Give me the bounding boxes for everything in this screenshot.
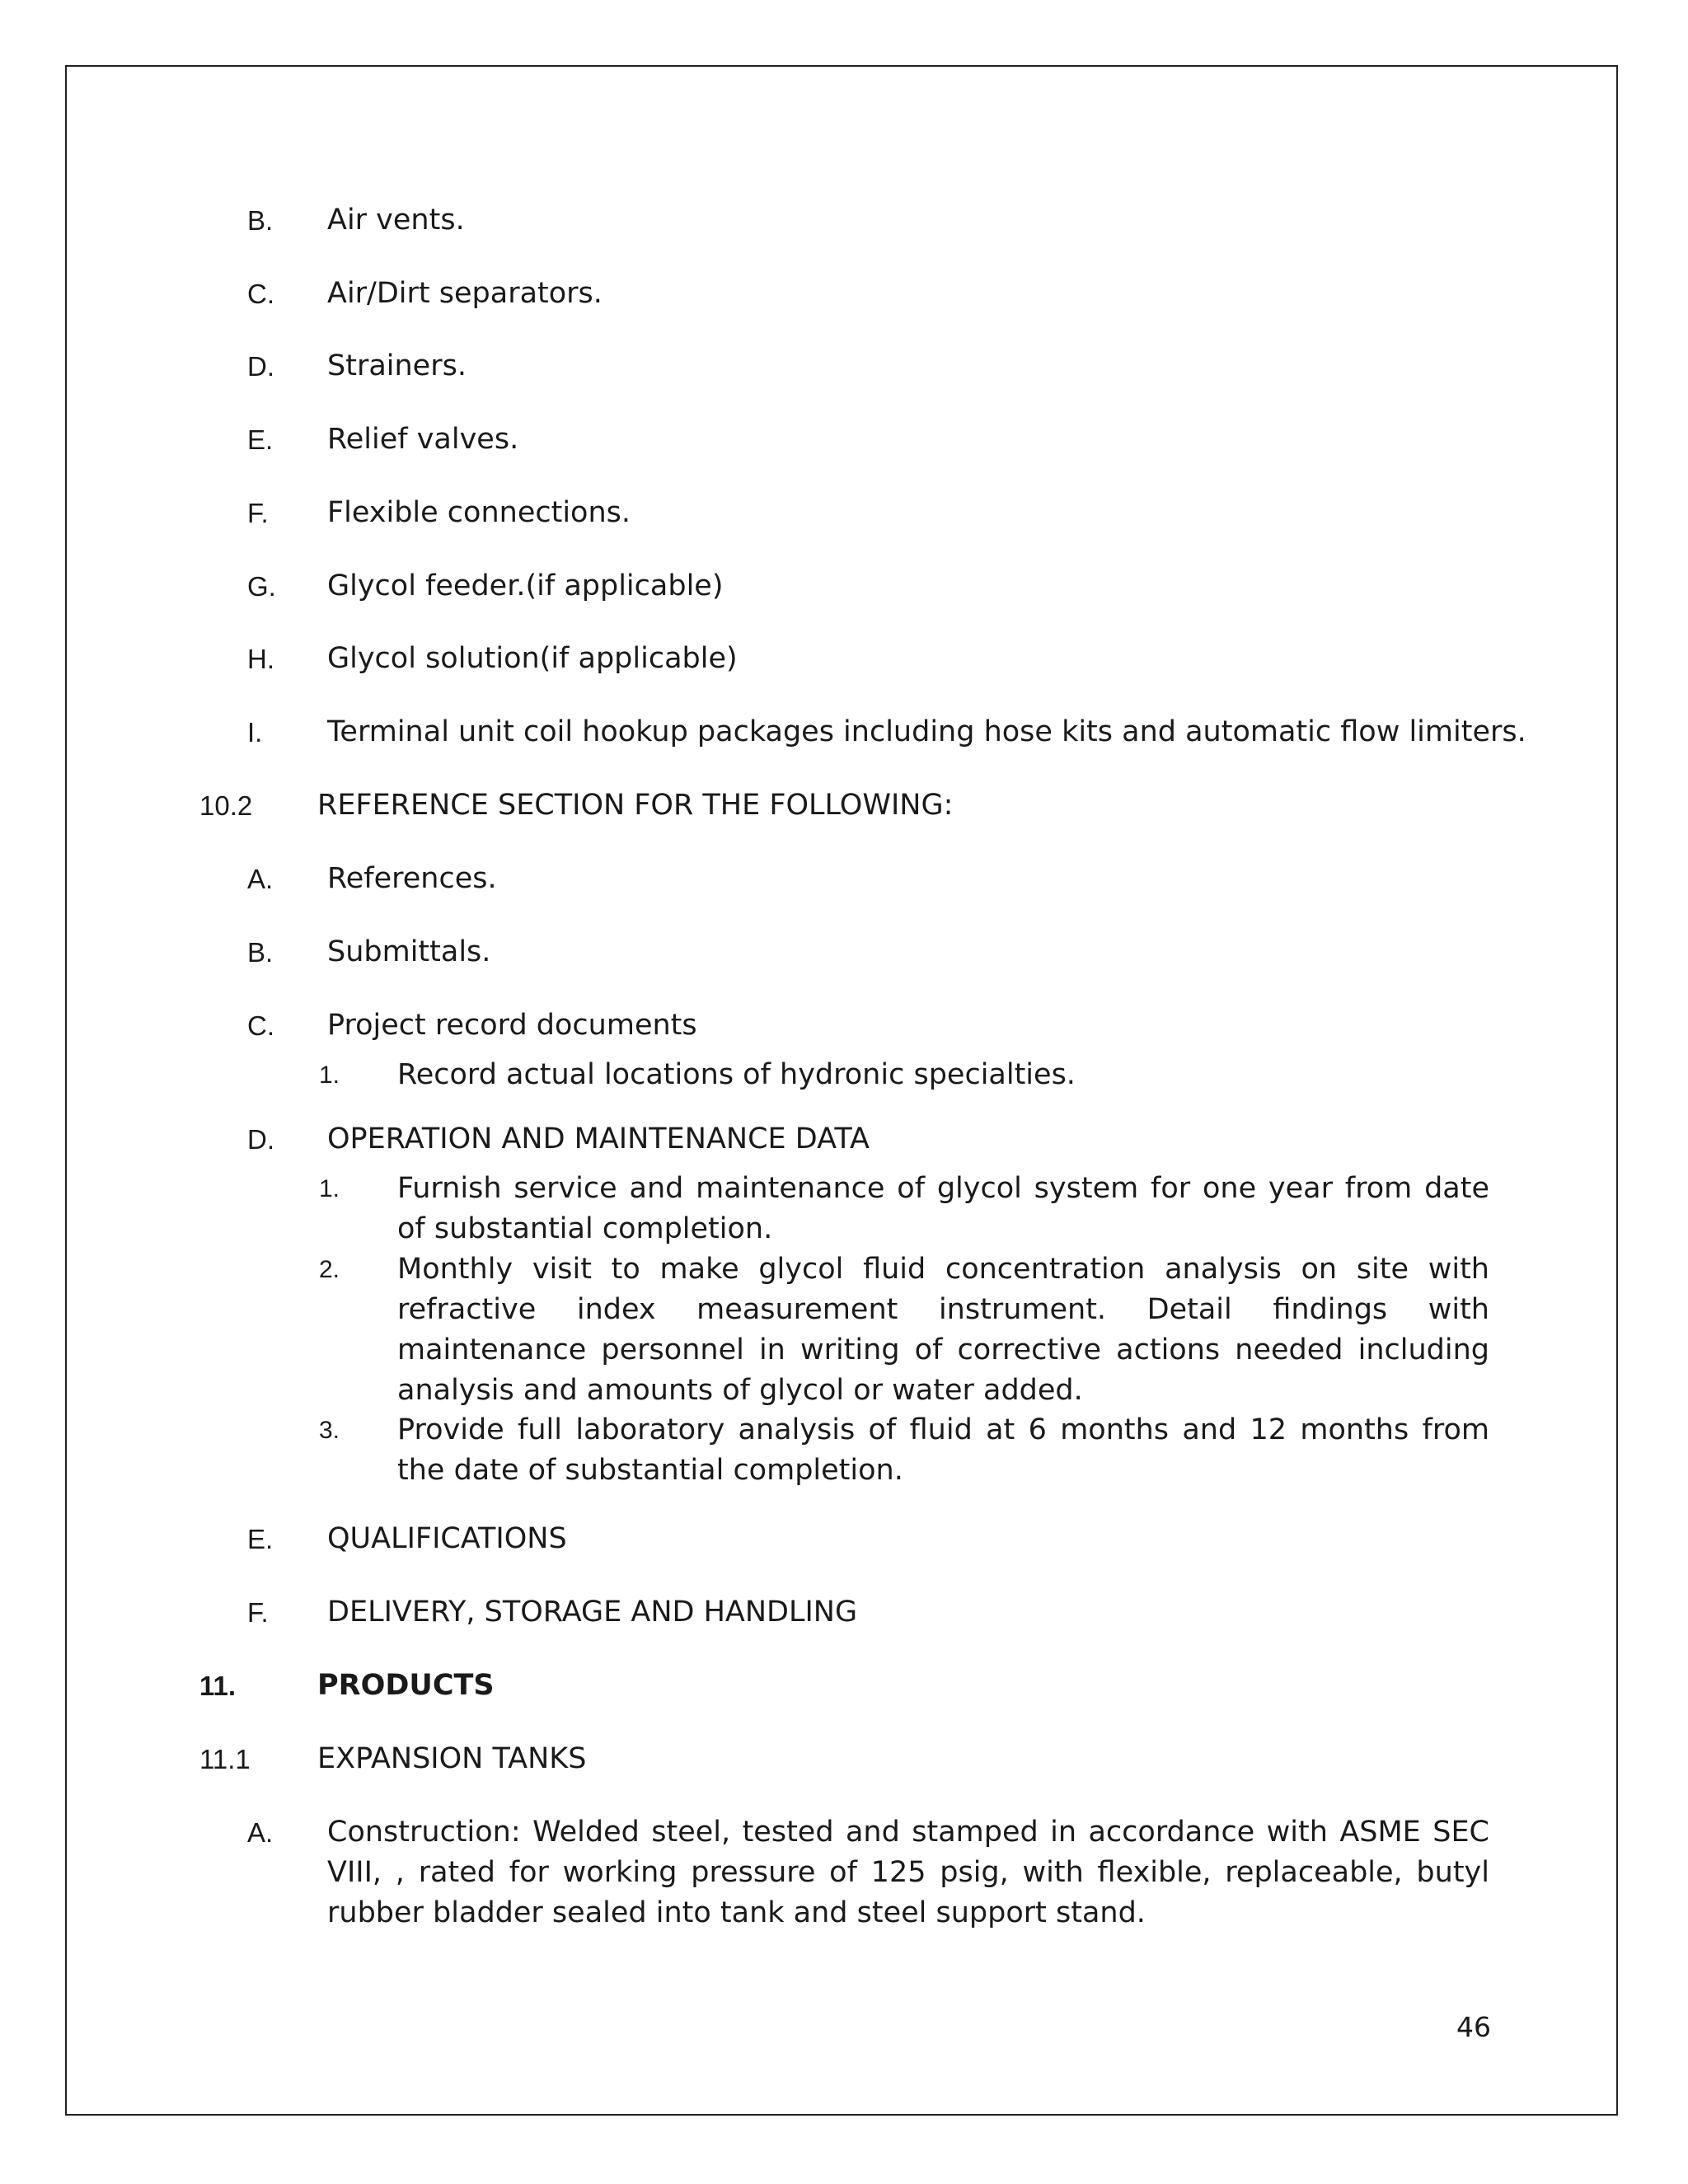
section-title: REFERENCE SECTION FOR THE FOLLOWING: [317,789,954,822]
item-text: Terminal unit coil hookup packages including hose kits and automatic flow limiters. [327,715,1526,748]
sub-item-marker: 1. [319,1062,340,1089]
page-number: 46 [1456,2011,1491,2043]
item-marker: F. [247,498,269,528]
item-text: Construction: Welded steel, tested and stamped in accordance with ASME SEC VIII, , rated for working pressure of 125 psig, with flexible, replaceable, butyl rubber bladder sealed into tank and steel support stand. [327,1816,1489,1929]
item-text: Submittals. [327,935,491,968]
item-marker: H. [247,644,274,674]
item-marker: D. [247,1124,274,1155]
item-marker: D. [247,351,274,382]
item-marker: C. [247,279,274,309]
sub-item-marker: 1. [319,1175,340,1202]
item-marker: G. [247,571,276,602]
item-text: Glycol feeder.(if applicable) [327,569,724,602]
item-text: Relief valves. [327,423,519,456]
section-number: 11.1 [199,1744,251,1774]
item-text: Flexible connections. [327,496,631,529]
item-marker: A. [247,1817,274,1848]
item-text: References. [327,862,497,895]
item-marker: E. [247,1524,274,1554]
item-marker: I. [247,717,263,748]
sub-item-text: Provide full laboratory analysis of fluid at 6 months and 12 months from the date of substantial completion. [397,1413,1489,1487]
section-number: 11. [199,1671,237,1701]
item-text: Glycol solution(if applicable) [327,642,738,675]
item-text: Strainers. [327,349,467,382]
sub-item-marker: 2. [319,1256,340,1283]
item-text: QUALIFICATIONS [327,1522,567,1555]
item-marker: E. [247,424,274,455]
item-marker: B. [247,937,274,968]
section-number: 10.2 [199,790,253,821]
sub-item-marker: 3. [319,1417,340,1444]
section-title: PRODUCTS [317,1669,495,1702]
item-marker: A. [247,864,274,894]
item-marker: C. [247,1010,274,1041]
item-marker: F. [247,1597,269,1628]
sub-item-text: Record actual locations of hydronic specialties. [397,1058,1076,1091]
item-text: Air vents. [327,204,465,237]
item-marker: B. [247,205,274,236]
item-text: Project record documents [327,1009,697,1042]
sub-item-text: Furnish service and maintenance of glycol system for one year from date of substantial completion. [397,1172,1489,1245]
item-text: OPERATION AND MAINTENANCE DATA [327,1122,870,1155]
item-text: Air/Dirt separators. [327,277,603,310]
section-title: EXPANSION TANKS [317,1742,587,1775]
sub-item-text: Monthly visit to make glycol fluid concentration analysis on site with refractive index measurement instrument. Detail findings with maintenance personnel in writing of corrective actions needed including analysis and amounts of glycol or water added. [397,1253,1489,1407]
item-text: DELIVERY, STORAGE AND HANDLING [327,1596,858,1629]
